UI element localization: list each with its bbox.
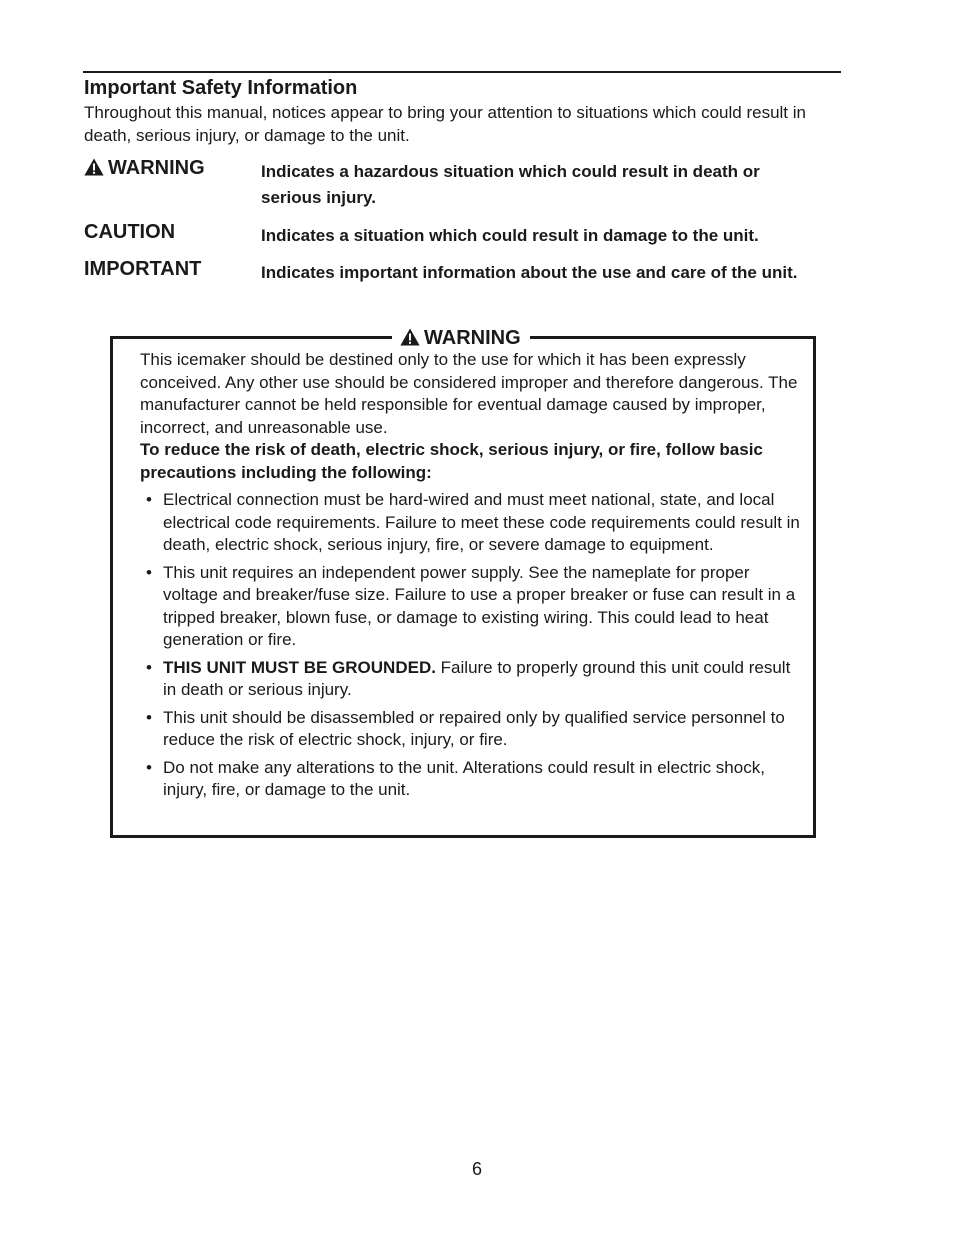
list-item: • This unit requires an independent power supply. See the nameplate for proper voltage and breaker/fuse size. Failure to use a proper breaker or fuse can result in a tripped breaker, blown fuse, or damage to existing wiring. This could lead to heat generation or fire. [146, 562, 796, 649]
warning-box [110, 327, 816, 838]
top-rule [83, 71, 841, 73]
bullet-glyph: • [146, 707, 152, 727]
warning-triangle-icon [400, 328, 420, 346]
page-number: 6 [471, 1159, 482, 1179]
warning-paragraph: This icemaker should be destined only to the use for which it has been expressly conceived. Any other use should be considered improper and therefore dangerous. The manufacturer cannot be held responsible for eventual damage caused by improper, incorrect, and unreasonable use. [140, 350, 798, 437]
bullet-glyph: • [146, 562, 152, 582]
definition-description: Indicates a hazardous situation which could result in death or serious injury. [261, 162, 760, 207]
definition-description: Indicates important information about the use and care of the unit. [261, 263, 798, 282]
bullet-glyph: • [146, 757, 152, 777]
definition-description: Indicates a situation which could result in damage to the unit. [261, 226, 759, 245]
intro-paragraph: Throughout this manual, notices appear to bring your attention to situations which could result in death, serious injury, or damage to the unit. [84, 103, 806, 145]
grounded-emphasis: THIS UNIT MUST BE GROUNDED. [163, 657, 436, 677]
precautions-list [140, 489, 800, 802]
section-title: Important Safety Information [84, 77, 358, 99]
definition-term: WARNING [84, 157, 205, 180]
warning-box-body [140, 349, 800, 807]
list-item: • This unit should be disassembled or repaired only by qualified service personnel to reduce the risk of electric shock, injury, or fire. [146, 707, 785, 749]
warning-triangle-icon [84, 158, 104, 176]
list-item: • Electrical connection must be hard-wired and must meet national, state, and local electrical code requirements. Failure to meet these code requirements could result in death, electric shock, serious injury, fire, or severe damage to equipment. [146, 490, 800, 554]
warning-bold-paragraph: To reduce the risk of death, electric shock, serious injury, or fire, follow basic precautions including the following: [140, 440, 763, 482]
definition-term: CAUTION [84, 221, 176, 243]
definition-term: IMPORTANT [84, 258, 202, 280]
list-item: • THIS UNIT MUST BE GROUNDED. Failure to properly ground this unit could result in death or serious injury. [146, 657, 791, 699]
bullet-glyph: • [146, 657, 152, 677]
list-item: • Do not make any alterations to the unit. Alterations could result in electric shock, injury, fire, or damage to the unit. [146, 757, 765, 799]
warning-box-header: WARNING [392, 326, 530, 350]
bullet-glyph: • [146, 490, 152, 509]
